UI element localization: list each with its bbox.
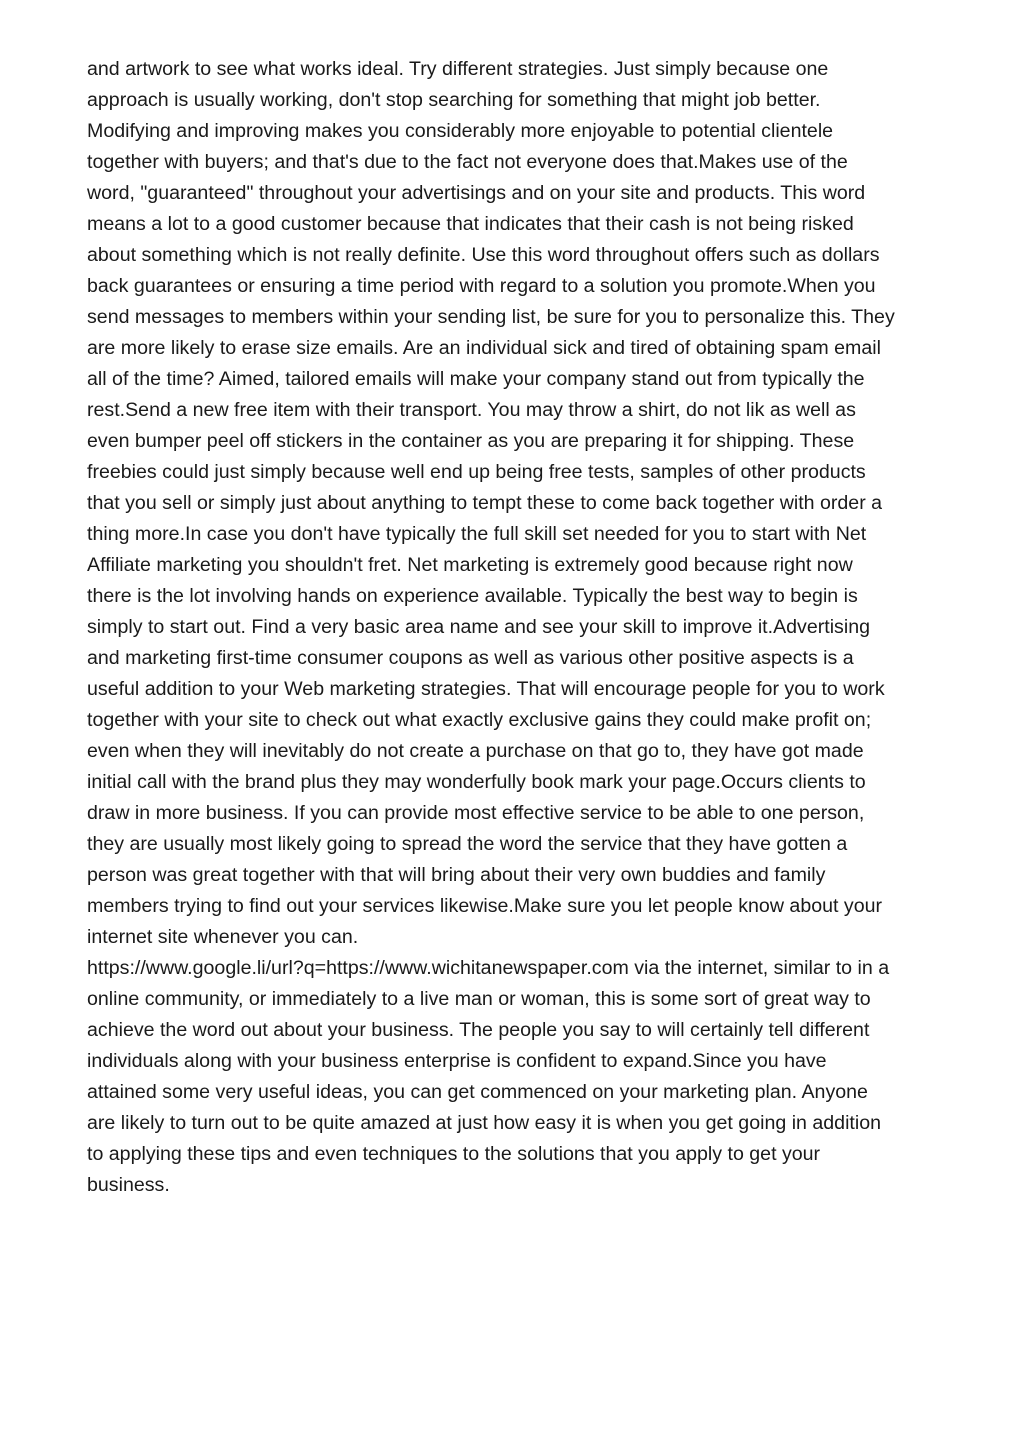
text-line: useful addition to your Web marketing strategies. That will encourage people for you to work	[87, 678, 885, 700]
text-line: business.	[87, 1174, 170, 1196]
text-line: individuals along with your business enterprise is confident to expand.Since you have	[87, 1050, 827, 1072]
text-line: draw in more business. If you can provide most effective service to be able to one person,	[87, 802, 865, 824]
text-line: online community, or immediately to a live man or woman, this is some sort of great way to	[87, 988, 871, 1010]
text-line: word, "guaranteed" throughout your advertisings and on your site and products. This word	[87, 182, 866, 204]
text-line: even when they will inevitably do not create a purchase on that go to, they have got made	[87, 740, 864, 762]
text-line: simply to start out. Find a very basic area name and see your skill to improve it.Advertising	[87, 616, 870, 638]
text-line: rest.Send a new free item with their transport. You may throw a shirt, do not lik as well as	[87, 399, 856, 421]
text-line: Affiliate marketing you shouldn't fret. Net marketing is extremely good because right now	[87, 554, 853, 576]
text-line: initial call with the brand plus they may wonderfully book mark your page.Occurs clients to	[87, 771, 866, 793]
text-line: they are usually most likely going to spread the word the service that they have gotten a	[87, 833, 848, 855]
text-line: internet site whenever you can.	[87, 926, 359, 948]
text-line: and marketing first-time consumer coupons as well as various other positive aspects is a	[87, 647, 854, 669]
text-line: are more likely to erase size emails. Are an individual sick and tired of obtaining spam email	[87, 337, 881, 359]
text-line: attained some very useful ideas, you can get commenced on your marketing plan. Anyone	[87, 1081, 868, 1103]
text-line: freebies could just simply because well end up being free tests, samples of other products	[87, 461, 866, 483]
text-line: all of the time? Aimed, tailored emails will make your company stand out from typically the	[87, 368, 865, 390]
text-line: together with your site to check out what exactly exclusive gains they could make profit on;	[87, 709, 872, 731]
text-line: members trying to find out your services likewise.Make sure you let people know about your	[87, 895, 883, 917]
text-line: send messages to members within your sending list, be sure for you to personalize this. They	[87, 306, 895, 328]
text-line: achieve the word out about your business. The people you say to will certainly tell different	[87, 1019, 870, 1041]
text-line: about something which is not really definite. Use this word throughout offers such as dollars	[87, 244, 880, 266]
url-text-line: https://www.google.li/url?q=https://www.wichitanewspaper.com via the internet, similar to in a	[87, 957, 890, 979]
text-line: are likely to turn out to be quite amazed at just how easy it is when you get going in addition	[87, 1112, 882, 1134]
body-text	[87, 54, 947, 1201]
text-line: there is the lot involving hands on experience available. Typically the best way to begin is	[87, 585, 858, 607]
text-line: thing more.In case you don't have typically the full skill set needed for you to start with Net	[87, 523, 867, 545]
text-line: back guarantees or ensuring a time period with regard to a solution you promote.When you	[87, 275, 876, 297]
text-line: means a lot to a good customer because that indicates that their cash is not being risked	[87, 213, 854, 235]
text-line: Modifying and improving makes you considerably more enjoyable to potential clientele	[87, 120, 834, 142]
text-line: person was great together with that will bring about their very own buddies and family	[87, 864, 826, 886]
text-line: together with buyers; and that's due to the fact not everyone does that.Makes use of the	[87, 151, 848, 173]
text-line: even bumper peel off stickers in the container as you are preparing it for shipping. These	[87, 430, 855, 452]
text-line: to applying these tips and even techniques to the solutions that you apply to get your	[87, 1143, 821, 1165]
text-line: approach is usually working, don't stop searching for something that might job better.	[87, 89, 821, 111]
text-line: and artwork to see what works ideal. Try different strategies. Just simply because one	[87, 58, 829, 80]
text-line: that you sell or simply just about anything to tempt these to come back together with order a	[87, 492, 883, 514]
